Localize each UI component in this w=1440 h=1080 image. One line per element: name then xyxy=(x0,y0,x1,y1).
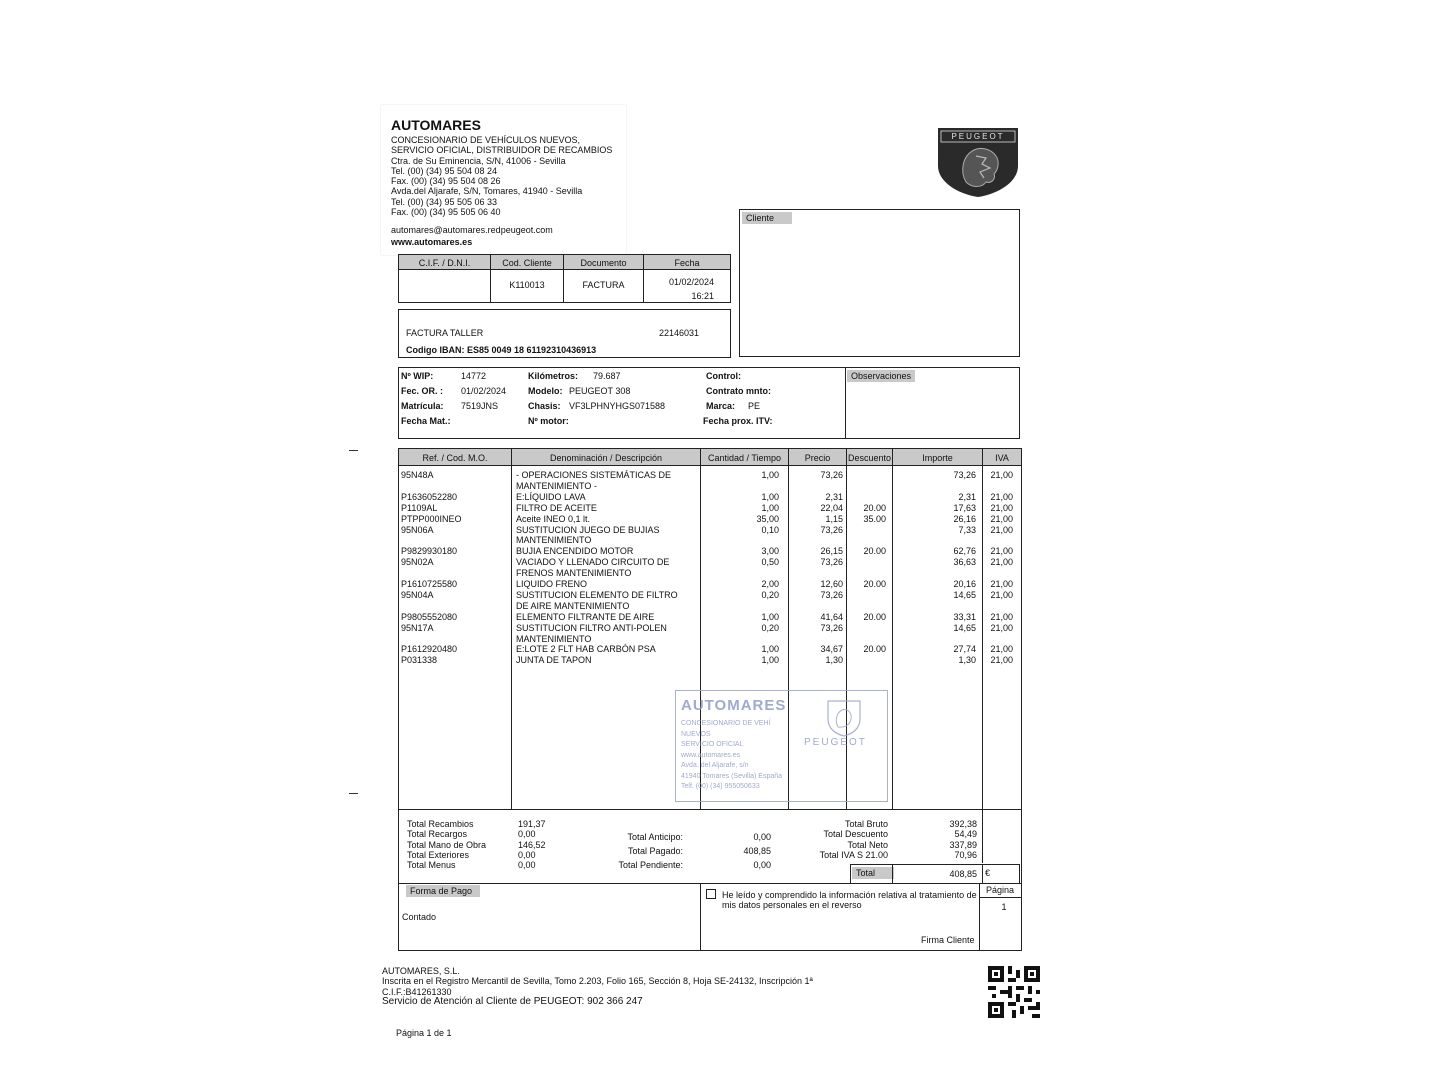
consent-line: mis datos personales en el reverso xyxy=(722,900,862,911)
consent-text xyxy=(722,890,977,911)
col-cod-cliente: Cod. Cliente xyxy=(502,258,552,268)
total-descuento-label: Total Descuento xyxy=(823,829,888,840)
company-line: SERVICIO OFICIAL, DISTRIBUIDOR DE RECAMBIOS xyxy=(391,145,613,156)
cell-price: 1,15 xyxy=(825,513,843,524)
cell-iva: 21,00 xyxy=(990,579,1013,589)
cell-qty: 1,00 xyxy=(761,502,779,513)
firma-cliente: Firma Cliente xyxy=(921,935,975,945)
total-iva-label: Total IVA S 21.00 xyxy=(819,849,888,860)
total-anticipo-label: Total Anticipo: xyxy=(627,832,683,842)
matricula-label: Matrícula: xyxy=(401,401,444,411)
th-price: Precio xyxy=(804,453,831,463)
total-menus-value: 0,00 xyxy=(518,860,536,871)
cell-qty: 3,00 xyxy=(761,546,779,557)
marca-label: Marca: xyxy=(706,401,736,411)
cell-price: 34,67 xyxy=(820,644,843,655)
documento-value: FACTURA xyxy=(582,280,625,290)
stamp-line: www.automares.es xyxy=(681,751,741,759)
total-pendiente-label: Total Pendiente: xyxy=(618,860,683,870)
fec-or-value: 01/02/2024 xyxy=(461,386,507,396)
modelo-value: PEUGEOT 308 xyxy=(569,386,631,396)
cell-qty: 0,20 xyxy=(761,589,779,600)
total-mano-obra-label: Total Mano de Obra xyxy=(407,839,487,850)
invoice-iban: Codigo IBAN: ES85 0049 18 61192310436913 xyxy=(406,345,597,355)
margin-mark xyxy=(349,450,358,451)
stamp-title: AUTOMARES xyxy=(681,697,787,714)
cell-ref: PTPP000INEO xyxy=(401,513,462,524)
cell-amount: 33,31 xyxy=(953,611,976,622)
cell-ref: 95N06A xyxy=(401,524,434,535)
cell-iva: 21,00 xyxy=(990,491,1013,502)
total-neto-value: 337,89 xyxy=(949,839,977,850)
wip-label: Nº WIP: xyxy=(401,371,434,381)
cell-qty: 1,00 xyxy=(761,491,779,502)
cell-iva: 21,00 xyxy=(990,644,1013,655)
total-exteriores-label: Total Exteriores xyxy=(407,849,470,860)
qr-code-icon xyxy=(988,966,1040,1018)
cell-ref: 95N17A xyxy=(401,622,434,633)
th-iva: IVA xyxy=(995,453,1009,463)
totals-mid xyxy=(583,830,683,872)
cell-iva: 21,00 xyxy=(990,557,1013,568)
total-iva-value: 70,96 xyxy=(954,849,977,860)
footer-line: AUTOMARES, S.L. xyxy=(382,966,460,976)
total-pagado-value: 408,85 xyxy=(743,846,771,856)
company-email[interactable]: automares@automares.redpeugeot.com xyxy=(391,225,553,235)
stamp-lion-icon xyxy=(824,699,864,737)
total-bruto-label: Total Bruto xyxy=(844,819,888,829)
cell-amount: 26,16 xyxy=(953,513,976,524)
totals-mid-values xyxy=(720,830,771,872)
pagina-value: 1 xyxy=(1001,902,1007,912)
totals-right xyxy=(780,819,888,860)
stamp-line: 41940 Tomares (Sevilla) España xyxy=(681,772,783,780)
cell-price: 73,26 xyxy=(820,557,843,568)
company-line: Fax. (00) (34) 95 504 08 26 xyxy=(391,176,501,187)
currency-symbol: € xyxy=(985,868,991,878)
company-line: Tel. (00) (34) 95 505 06 33 xyxy=(391,196,498,207)
cell-ref: P9829930180 xyxy=(401,546,458,557)
cell-qty: 1,00 xyxy=(761,655,779,666)
cell-disc: 20.00 xyxy=(863,502,886,513)
footer-line: C.I.F.:B41261330 xyxy=(382,986,452,997)
cell-ref: P1636052280 xyxy=(401,491,458,502)
cell-ref: 95N04A xyxy=(401,589,434,600)
control-label: Control: xyxy=(706,371,741,381)
total-neto-label: Total Neto xyxy=(847,839,888,850)
th-desc: Denominación / Descripción xyxy=(549,453,663,463)
footer-line: Inscrita en el Registro Mercantil de Sevilla, Tomo 2.203, Folio 165, Sección 8, Hoja SE-24132, Inscripción 1ª xyxy=(382,976,813,987)
motor-label: Nº motor: xyxy=(528,416,569,426)
stamp-line: NUEVOS xyxy=(681,730,711,738)
footer-line: Servicio de Atención al Cliente de PEUGEOT: 902 366 247 xyxy=(382,995,643,1007)
cell-qty: 2,00 xyxy=(761,579,779,589)
stamp-line: SERVICIO OFICIAL xyxy=(681,741,744,748)
cell-amount: 73,26 xyxy=(953,470,976,480)
th-disc: Descuento xyxy=(847,453,892,463)
cell-desc: - OPERACIONES SISTEMÁTICAS DE xyxy=(516,470,672,480)
cell-price: 73,26 xyxy=(820,470,843,480)
col-cif: C.I.F. / D.N.I. xyxy=(418,258,471,268)
fecha-value: 01/02/2024 xyxy=(668,277,714,287)
cell-price: 2,31 xyxy=(825,491,843,502)
cell-disc: 35.00 xyxy=(863,513,886,524)
cell-ref: P9805552080 xyxy=(401,611,458,622)
cell-amount: 17,63 xyxy=(953,502,976,513)
total-recambios-label: Total Recambios xyxy=(407,819,474,829)
invoice-type: FACTURA TALLER xyxy=(406,328,484,338)
hora-value: 16:21 xyxy=(691,291,714,301)
cell-desc: E:LÍQUIDO LAVA xyxy=(516,491,586,502)
modelo-label: Modelo: xyxy=(528,386,563,396)
company-line: Avda.del Aljarafe, S/N, Tomares, 41940 - Sevilla xyxy=(391,186,583,197)
cell-amount: 14,65 xyxy=(953,622,976,633)
cell-iva: 21,00 xyxy=(990,524,1013,535)
total-anticipo-value: 0,00 xyxy=(753,832,771,842)
cell-amount: 27,74 xyxy=(953,644,976,655)
fec-or-label: Fec. OR. : xyxy=(401,386,444,396)
company-web[interactable]: www.automares.es xyxy=(391,237,473,247)
cell-iva: 21,00 xyxy=(990,546,1013,557)
cell-desc: LIQUIDO FRENO xyxy=(516,579,588,589)
cell-ref: P1612920480 xyxy=(401,644,458,655)
cell-disc: 20.00 xyxy=(863,611,886,622)
total-mano-obra-value: 146,52 xyxy=(518,839,546,850)
cell-amount: 14,65 xyxy=(953,589,976,600)
peugeot-logo xyxy=(936,126,1020,198)
cell-price: 22,04 xyxy=(820,502,843,513)
cod-cliente-value: K110013 xyxy=(509,280,545,290)
forma-pago-label: Forma de Pago xyxy=(406,885,480,897)
cell-desc: MANTENIMIENTO xyxy=(516,633,592,644)
col-documento: Documento xyxy=(580,258,627,268)
fecha-mat-label: Fecha Mat.: xyxy=(401,416,451,426)
cell-amount: 36,63 xyxy=(953,557,976,568)
cell-amount: 20,16 xyxy=(953,579,976,589)
total-bruto-value: 392,38 xyxy=(949,819,977,829)
logo-text: PEUGEOT xyxy=(951,132,1005,141)
cell-qty: 1,00 xyxy=(761,470,779,480)
consent-checkbox[interactable] xyxy=(706,889,716,899)
marca-value: PE xyxy=(748,401,761,411)
cell-desc: FILTRO DE ACEITE xyxy=(516,502,597,513)
totals-right-values xyxy=(900,819,977,860)
chasis-label: Chasis: xyxy=(528,401,561,411)
total-label: Total xyxy=(852,867,894,879)
footer-pagina: Página 1 de 1 xyxy=(396,1028,452,1038)
cell-amount: 7,33 xyxy=(958,524,976,535)
company-block xyxy=(381,105,626,255)
invoice-number: 22146031 xyxy=(659,328,700,338)
cell-iva: 21,00 xyxy=(990,611,1013,622)
totals-left-values xyxy=(518,819,546,870)
cell-ref: P1610725580 xyxy=(401,579,458,589)
cell-desc: MANTENIMIENTO - xyxy=(516,480,597,491)
cell-amount: 2,31 xyxy=(958,491,976,502)
cell-desc: MANTENIMIENTO xyxy=(516,535,592,546)
stamp-line: Avda. del Aljarafe, s/n xyxy=(681,762,749,769)
margin-mark xyxy=(349,793,358,794)
cell-disc: 20.00 xyxy=(863,579,886,589)
stamp-line: CONCESIONARIO DE VEHÍ xyxy=(681,720,771,727)
cell-price: 26,15 xyxy=(820,546,843,557)
matricula-value: 7519JNS xyxy=(461,401,499,411)
cell-desc: BUJIA ENCENDIDO MOTOR xyxy=(516,546,634,557)
total-descuento-value: 54,49 xyxy=(954,829,977,840)
cell-iva: 21,00 xyxy=(990,502,1013,513)
stamp-lines xyxy=(681,719,782,793)
cell-amount: 62,76 xyxy=(953,546,976,557)
cell-desc: SUSTITUCION FILTRO ANTI-POLEN xyxy=(516,622,667,633)
cell-price: 73,26 xyxy=(820,622,843,633)
cell-desc: E:LOTE 2 FLT HAB CARBÓN PSA xyxy=(516,644,656,655)
cell-qty: 0,10 xyxy=(761,524,779,535)
cell-qty: 1,00 xyxy=(761,644,779,655)
forma-pago-value: Contado xyxy=(402,912,437,922)
cell-qty: 0,20 xyxy=(761,622,779,633)
km-value: 79.687 xyxy=(593,371,621,381)
cell-qty: 0,50 xyxy=(761,557,779,568)
cell-desc: DE AIRE MANTENIMIENTO xyxy=(516,600,630,611)
total-exteriores-value: 0,00 xyxy=(518,849,536,860)
total-recargos-label: Total Recargos xyxy=(407,829,468,840)
pagina-label: Página xyxy=(985,885,1015,895)
cell-amount: 1,30 xyxy=(958,655,976,666)
cell-desc: VACIADO Y LLENADO CIRCUITO DE xyxy=(516,557,670,568)
cell-price: 73,26 xyxy=(820,524,843,535)
cell-price: 41,64 xyxy=(820,611,843,622)
client-label: Cliente xyxy=(742,212,792,224)
cell-desc: SUSTITUCION JUEGO DE BUJIAS xyxy=(516,524,660,535)
cell-qty: 35,00 xyxy=(756,513,779,524)
total-recargos-value: 0,00 xyxy=(518,829,536,840)
cell-ref: 95N48A xyxy=(401,470,434,480)
company-name: AUTOMARES xyxy=(391,117,481,133)
th-amount: Importe xyxy=(922,453,953,463)
cell-price: 12,60 xyxy=(820,579,843,589)
cell-iva: 21,00 xyxy=(990,470,1013,480)
cell-desc: ELEMENTO FILTRANTE DE AIRE xyxy=(516,611,655,622)
company-line: Fax. (00) (34) 95 505 06 40 xyxy=(391,207,501,218)
client-box xyxy=(739,209,1020,357)
consent-line: He leído y comprendido la información relativa al tratamiento de xyxy=(722,890,977,900)
cell-qty: 1,00 xyxy=(761,611,779,622)
total-pagado-label: Total Pagado: xyxy=(627,846,683,856)
total-menus-label: Total Menus xyxy=(407,860,456,871)
cell-desc: Aceite INEO 0,1 lt. xyxy=(516,513,591,524)
observaciones-label: Observaciones xyxy=(847,370,915,382)
stamp-brand: PEUGEOT xyxy=(804,737,867,748)
chasis-value: VF3LPHNYHGS071588 xyxy=(569,401,666,411)
cell-disc: 20.00 xyxy=(863,644,886,655)
wip-value: 14772 xyxy=(461,371,487,381)
company-line: CONCESIONARIO DE VEHÍCULOS NUEVOS, xyxy=(391,135,581,145)
cell-disc: 20.00 xyxy=(863,546,886,557)
contrato-label: Contrato mnto: xyxy=(706,386,771,396)
company-line: Tel. (00) (34) 95 504 08 24 xyxy=(391,165,498,176)
totals-left xyxy=(407,819,486,870)
cell-ref: 95N02A xyxy=(401,557,434,568)
stamp-line: Telf. (00) (34) 955050633 xyxy=(681,783,760,790)
company-line: Ctra. de Su Eminencia, S/N, 41006 - Sevilla xyxy=(391,155,566,166)
col-fecha: Fecha xyxy=(674,258,700,268)
cell-price: 73,26 xyxy=(820,589,843,600)
total-pendiente-value: 0,00 xyxy=(753,860,771,870)
th-qty: Cantidad / Tiempo xyxy=(707,453,782,463)
itv-label: Fecha prox. ITV: xyxy=(703,416,773,426)
cell-iva: 21,00 xyxy=(990,589,1013,600)
total-value: 408,85 xyxy=(949,869,977,879)
company-stamp xyxy=(675,690,888,802)
cell-iva: 21,00 xyxy=(990,513,1013,524)
footer xyxy=(382,966,813,1007)
total-recambios-value: 191,37 xyxy=(518,819,546,829)
cell-price: 1,30 xyxy=(825,655,843,666)
company-address xyxy=(391,135,612,217)
cell-desc: FRENOS MANTENIMIENTO xyxy=(516,568,632,579)
cell-ref: P031338 xyxy=(401,655,438,666)
cell-ref: P1109AL xyxy=(401,502,438,513)
km-label: Kilómetros: xyxy=(528,371,579,381)
cell-iva: 21,00 xyxy=(990,622,1013,633)
th-ref: Ref. / Cod. M.O. xyxy=(422,453,488,463)
cell-iva: 21,00 xyxy=(990,655,1013,666)
cell-desc: JUNTA DE TAPON xyxy=(516,655,592,666)
cell-desc: SUSTITUCION ELEMENTO DE FILTRO xyxy=(516,589,678,600)
